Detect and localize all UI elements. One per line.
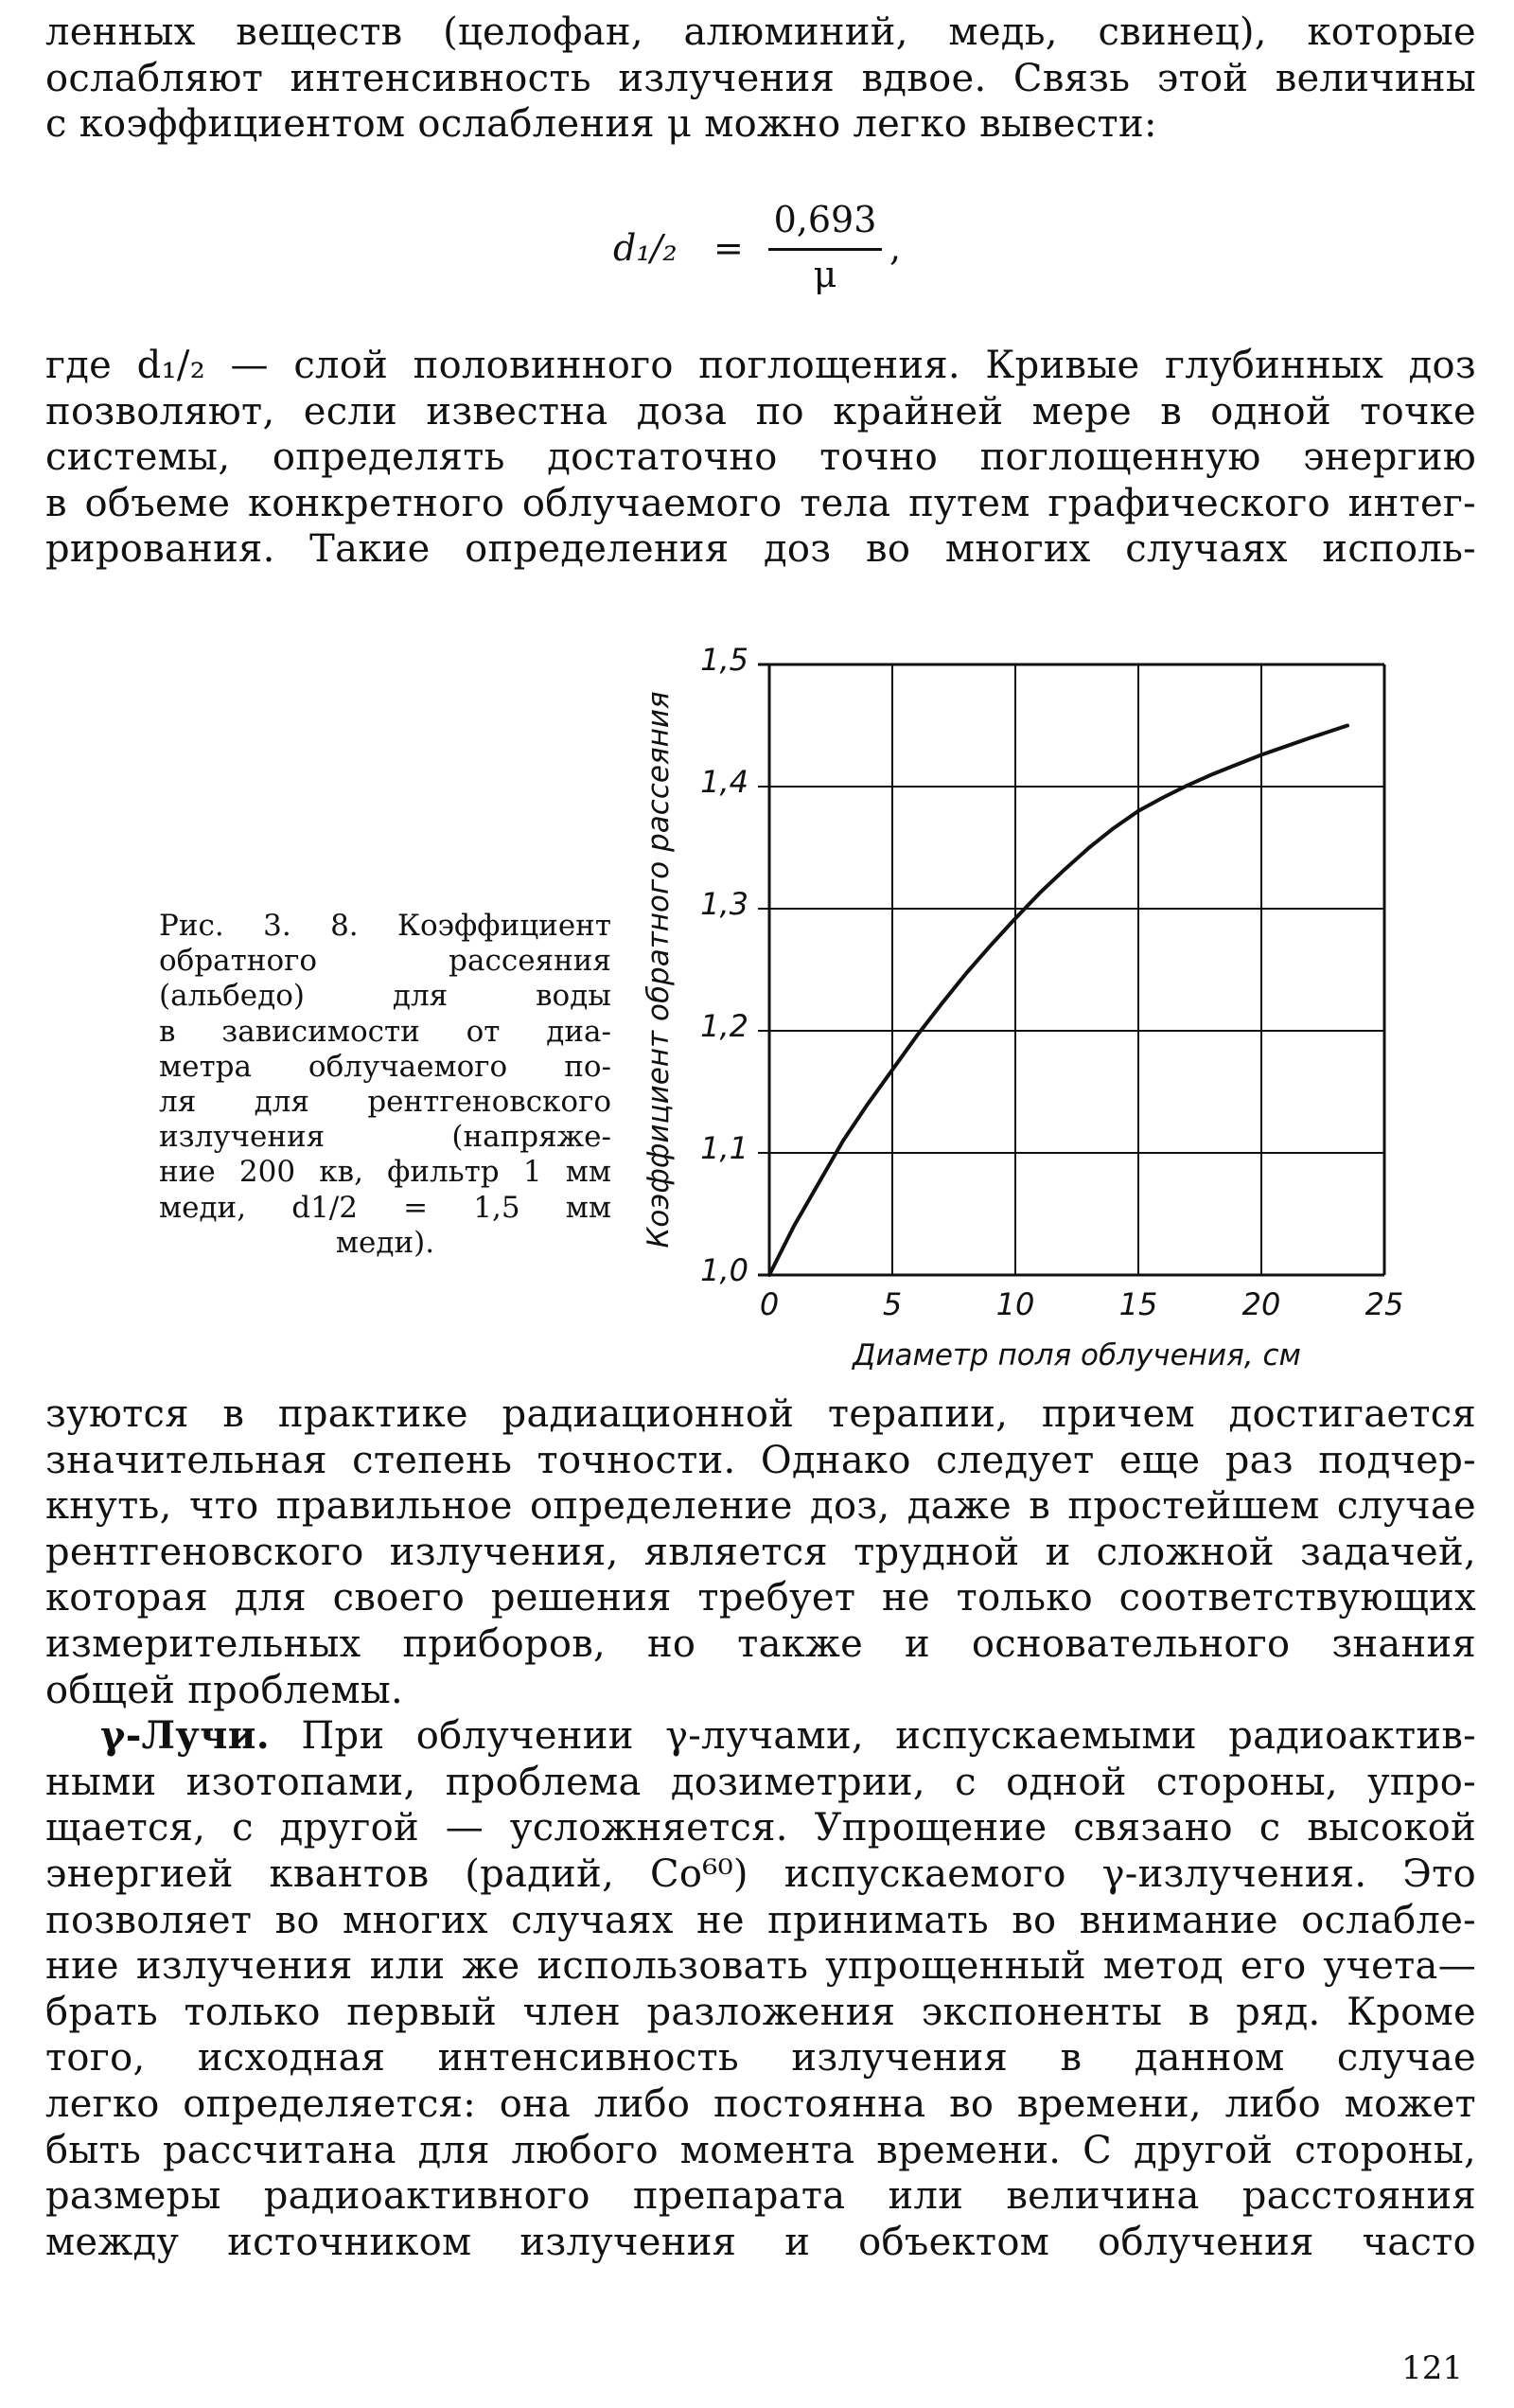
text-line: брать только первый член разложения экспоненты в ряд. Кроме	[45, 1990, 1476, 2034]
caption-line: меди, d1/2 = 1,5 мм	[159, 1190, 611, 1225]
text-line: с коэффициентом ослабления μ можно легко вывести:	[45, 102, 1157, 147]
text-line: того, исходная интенсивность излучения в данном случае	[45, 2036, 1476, 2080]
text-line: позволяет во многих случаях не принимать во внимание ослабле-	[45, 1898, 1476, 1942]
caption-line: излучения (напряже-	[159, 1120, 611, 1155]
caption-line: ля для рентгеновского	[159, 1085, 611, 1120]
x-axis-label: Диаметр поля облучения, см	[853, 1338, 1301, 1372]
text-line: легко определяется: она либо постоянна во времени, либо может	[45, 2081, 1476, 2126]
formula-comma: ,	[889, 227, 902, 269]
caption-line: (альбедо) для воды	[159, 979, 611, 1014]
caption-line: Рис. 3. 8. Коэффициент	[159, 909, 611, 943]
text-line: ослабляют интенсивность излучения вдвое. Связь этой величины	[45, 56, 1476, 100]
x-tick-label: 5	[882, 1286, 903, 1322]
fraction-bar	[768, 248, 882, 251]
text-line: между источником излучения и объектом облучения часто	[45, 2220, 1476, 2264]
text-line: рентгеновского излучения, является трудной и сложной задачей,	[45, 1530, 1476, 1574]
half-value-layer-formula	[613, 199, 1011, 303]
figure-caption	[159, 909, 611, 1261]
x-tick-label: 0	[759, 1286, 780, 1322]
y-tick-label: 1,2	[700, 1008, 748, 1044]
caption-line: обратного рассеяния	[159, 944, 611, 979]
caption-line: метра облучаемого по-	[159, 1049, 611, 1084]
text-line: ленных веществ (целофан, алюминий, медь, свинец), которые	[45, 10, 1476, 54]
text-line: позволяют, если известна доза по крайней мере в одной точке	[45, 389, 1476, 434]
albedo-chart	[642, 625, 1427, 1372]
gamma-heading: γ-Лучи.	[100, 1713, 270, 1759]
text-line: ние излучения или же использовать упрощенный метод его учета—	[45, 1944, 1476, 1989]
caption-line: меди).	[335, 1225, 435, 1260]
bottom-section	[45, 1391, 1476, 2265]
text-line: которая для своего решения требует не только соответствующих	[45, 1576, 1476, 1620]
gamma-first-line: При облучении γ-лучами, испускаемыми радиоактив-	[269, 1714, 1476, 1759]
text-line: кнуть, что правильное определение доз, даже в простейшем случае	[45, 1484, 1476, 1529]
text-line: рирования. Такие определения доз во многих случаях исполь-	[45, 527, 1476, 572]
y-axis-label: Коэффициент обратного рассеяния	[642, 691, 676, 1248]
chart-svg	[642, 625, 1427, 1372]
x-tick-label: 25	[1364, 1286, 1404, 1322]
x-tick-label: 10	[995, 1286, 1035, 1322]
formula-equals: =	[713, 227, 744, 269]
book-page	[45, 9, 1476, 2395]
y-tick-label: 1,0	[700, 1252, 748, 1288]
text-line: измерительных приборов, но также и основательного знания	[45, 1621, 1476, 1666]
text-line: ными изотопами, проблема дозиметрии, с одной стороны, упро-	[45, 1760, 1476, 1804]
text-line: где d₁/₂ — слой половинного поглощения. Кривые глубинных доз	[45, 344, 1476, 387]
text-line: зуются в практике радиационной терапии, причем достигается	[45, 1392, 1476, 1436]
text-line: быть рассчитана для любого момента времени. С другой стороны,	[45, 2128, 1476, 2172]
x-tick-label: 20	[1241, 1286, 1281, 1322]
text-line: значительная степень точности. Однако следует еще раз подчер-	[45, 1438, 1476, 1482]
caption-line: ние 200 кв, фильтр 1 мм	[159, 1155, 611, 1190]
x-tick-label: 15	[1118, 1286, 1158, 1322]
second-paragraph	[45, 343, 1476, 573]
formula-denominator: μ	[813, 254, 837, 295]
text-line	[45, 1713, 1476, 1760]
text-line: размеры радиоактивного препарата или величина расстояния	[45, 2174, 1476, 2219]
formula-lhs: d₁/₂	[613, 227, 678, 269]
text-line: щается, с другой — усложняется. Упрощение связано с высокой	[45, 1806, 1476, 1850]
formula-numerator: 0,693	[773, 199, 877, 240]
text-line: энергией квантов (радий, Co⁶⁰) испускаемого γ-излучения. Это	[45, 1851, 1476, 1896]
top-paragraph	[45, 9, 1476, 148]
y-tick-label: 1,5	[700, 642, 748, 678]
text-line: системы, определять достаточно точно поглощенную энергию	[45, 435, 1476, 480]
page-number: 121	[1401, 2349, 1463, 2387]
y-tick-label: 1,1	[700, 1130, 748, 1166]
text-line: общей проблемы.	[45, 1668, 404, 1712]
y-tick-label: 1,3	[700, 886, 748, 922]
caption-line: в зависимости от диа-	[159, 1014, 611, 1049]
y-tick-label: 1,4	[700, 764, 748, 800]
text-line: в объеме конкретного облучаемого тела путем графического интег-	[45, 481, 1476, 525]
